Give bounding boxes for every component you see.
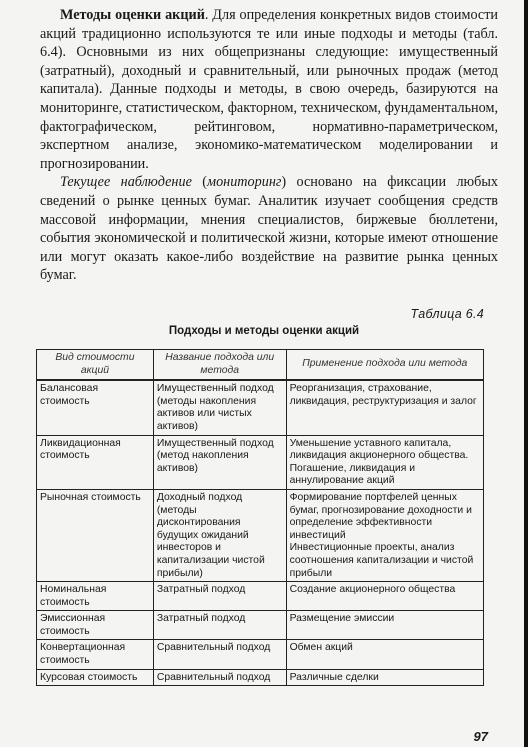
header-value-type: Вид стоимости акций <box>37 350 154 381</box>
cell-value-type: Рыночная стоимость <box>37 489 154 581</box>
cell-method-use <box>286 435 483 489</box>
use-line: Инвестиционные проекты, анализ соотношения капитализации и чистой прибыли <box>289 542 474 579</box>
use-line: Создание акционерного общества <box>289 584 456 596</box>
italic-lead: Текущее наблюдение <box>60 174 192 191</box>
table-row <box>37 435 484 489</box>
paragraph-monitoring <box>40 173 498 285</box>
table-header-row <box>37 350 484 381</box>
cell-method-name: Имущественный подход (метод накопления активов) <box>153 435 286 489</box>
table-row <box>37 582 484 611</box>
cell-method-use <box>286 640 483 669</box>
cell-value-type: Эмиссионная стоимость <box>37 611 154 640</box>
cell-value-type: Ликвидационная стоимость <box>37 435 154 489</box>
paragraph-methods <box>40 6 498 173</box>
bold-lead: Методы оценки акций <box>60 7 205 23</box>
use-line: Уменьшение уставного капитала, ликвидация акционерного общества. <box>289 437 469 462</box>
cell-method-use <box>286 611 483 640</box>
use-line: Различные сделки <box>289 671 379 683</box>
paragraph-connector: ( <box>191 174 208 191</box>
body-text <box>40 6 498 285</box>
cell-method-name: Затратный подход <box>153 611 286 640</box>
page-number: 97 <box>473 729 488 744</box>
cell-method-use <box>286 489 483 581</box>
cell-value-type: Балансовая стоимость <box>37 380 154 435</box>
page-edge <box>524 0 528 747</box>
cell-value-type: Номинальная стоимость <box>37 582 154 611</box>
table-row <box>37 489 484 581</box>
use-line: Размещение эмиссии <box>289 613 395 625</box>
table-title: Подходы и методы оценки акций <box>168 325 360 337</box>
cell-value-type: Конвертационная стоимость <box>37 640 154 669</box>
header-method-use: Применение подхода или метода <box>286 350 483 381</box>
table-caption: Таблица 6.4 <box>410 307 484 321</box>
use-line: Реорганизация, страхование, ликвидация, реструктуризация и залог <box>289 383 477 407</box>
cell-method-use <box>286 380 483 435</box>
cell-method-name: Сравнительный подход <box>153 640 286 669</box>
table-row <box>37 640 484 669</box>
approaches-table <box>36 349 484 686</box>
cell-method-name: Сравнительный подход <box>153 669 286 686</box>
cell-method-use <box>286 669 483 686</box>
italic-term: мониторинг <box>207 174 282 191</box>
paragraph-text: ) основано на фиксации любых сведений о рынке ценных бумаг. Аналитик изучает сообщения средств массовой информации, мнения специалистов, биржевые бюллетени, события экономической и политической жизни, которые имеют отношение или могут оказать какое-либо воздействие на развитие рынка ценных бумаг. <box>40 174 498 284</box>
use-line: Погашение, ликвидация и аннулирование акций <box>289 462 416 487</box>
use-line: Формирование портфелей ценных бумаг, прогнозирование доходности и определение эффективности инвестиций <box>289 491 472 541</box>
use-line: Обмен акций <box>289 642 353 654</box>
cell-method-name: Имущественный подход (методы накопления активов или чистых активов) <box>153 380 286 435</box>
cell-value-type: Курсовая стоимость <box>37 669 154 686</box>
paragraph-text: . Для определения конкретных видов стоимости акций традиционно используются те или иные подходы и методы (табл. 6.4). Основными из них общепризнаны следующие: имущественный (затратный), доходный и сравнительный, или рыночных продаж (метод капитала). Данные подходы и методы, в свою очередь, базируются на мониторинге, статистическом, факторном, техническом, фундаментальном, фактографическом, рейтинговом, нормативно-параметрическом, экспертном анализе, экономико-математическом моделировании и прогнозировании. <box>40 7 498 172</box>
header-method-name: Название подхода или метода <box>153 350 286 381</box>
cell-method-name: Доходный подход (методы дисконтирования будущих ожиданий инвесторов и капитализации чистой прибыли) <box>153 489 286 581</box>
table-row <box>37 380 484 435</box>
cell-method-use <box>286 582 483 611</box>
table-row <box>37 669 484 686</box>
table-row <box>37 611 484 640</box>
cell-method-name: Затратный подход <box>153 582 286 611</box>
